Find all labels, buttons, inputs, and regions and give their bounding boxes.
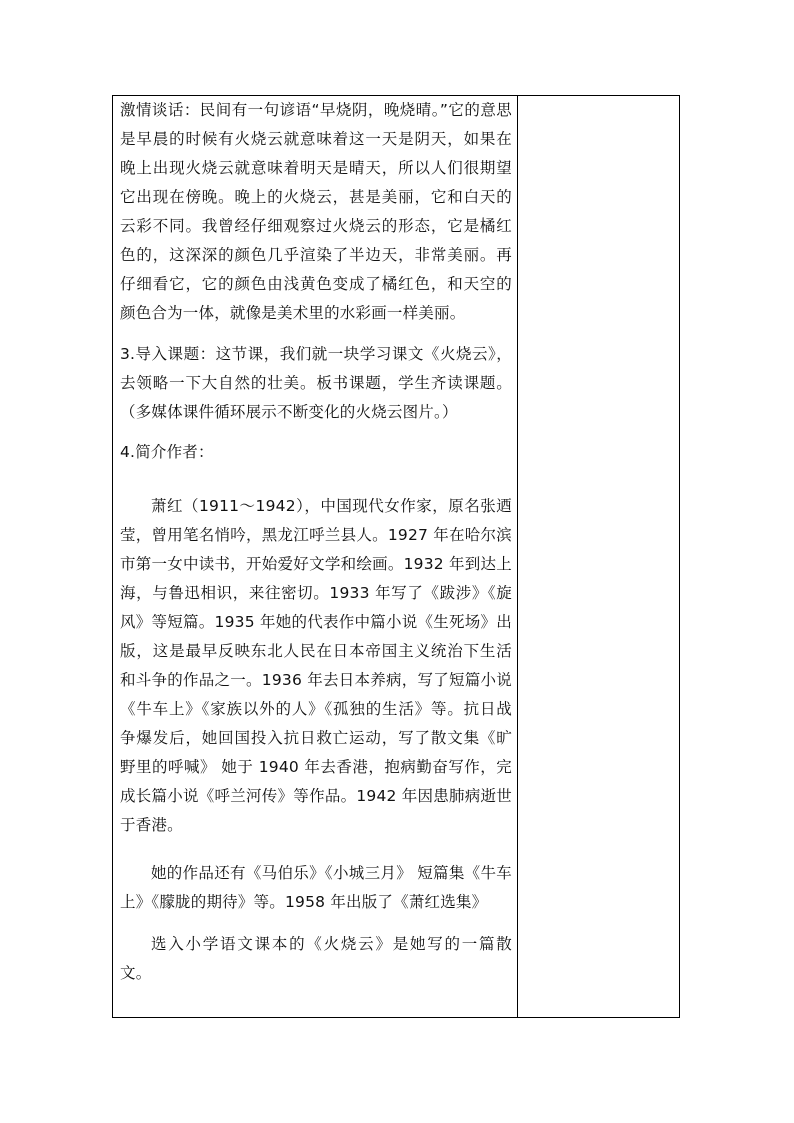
author-bio-paragraph: 萧红（1911～1942），中国现代女作家，原名张迺莹，曾用笔名悄吟，黑龙江呼兰县人。1927 年在哈尔滨市第一女中读书，开始爱好文学和绘画。1932 年到达上海，与鲁迅相识，来往密切。1933 年写了《跋涉》《旋风》等短篇。1935 年她的代表作中篇小说《生死场》出版，这是最早反映东北人民在日本帝国主义统治下生活和斗争的作品之一。1936 年去日本养病，写了短篇小说 《牛车上》《家族以外的人》《孤独的生活》等。抗日战争爆发后，她回国投入抗日救亡运动，写了散文集《旷野里的呼喊》 她于 1940 年去香港，抱病勤奋写作，完成长篇小说《呼兰河传》等作品。1942 年因患肺病逝世于香港。 <box>120 497 512 834</box>
intro-talk-paragraph: 激情谈话：民间有一句谚语“早烧阴，晚烧晴。”它的意思是早晨的时候有火烧云就意味着这一天是阴天，如果在晚上出现火烧云就意味着明天是晴天，所以人们很期望它出现在傍晚。晚上的火烧云，甚是美丽，它和白天的云彩不同。我曾经仔细观察过火烧云的形态，它是橘红色的，这深深的颜色几乎渲染了半边天，非常美丽。再仔细看它，它的颜色由浅黄色变成了橘红色，和天空的颜色合为一体，就像是美术里的水彩画一样美丽。 <box>120 101 512 322</box>
works-paragraph: 她的作品还有《马伯乐》《小城三月》 短篇集《牛车上》《朦胧的期待》等。1958 年出版了《萧红选集》 <box>120 864 512 911</box>
lesson-table <box>112 95 680 1018</box>
author-heading: 4.简介作者： <box>120 443 214 461</box>
notes-cell <box>518 96 679 1017</box>
topic-intro-paragraph: 3.导入课题：这节课，我们就一块学习课文《火烧云》，去领略一下大自然的壮美。板书课题，学生齐读课题。（多媒体课件循环展示不断变化的火烧云图片。） <box>120 345 512 421</box>
textbook-note-paragraph: 选入小学语文课本的《火烧云》是她写的一篇散文。 <box>120 935 512 982</box>
lesson-content-cell <box>120 96 512 988</box>
